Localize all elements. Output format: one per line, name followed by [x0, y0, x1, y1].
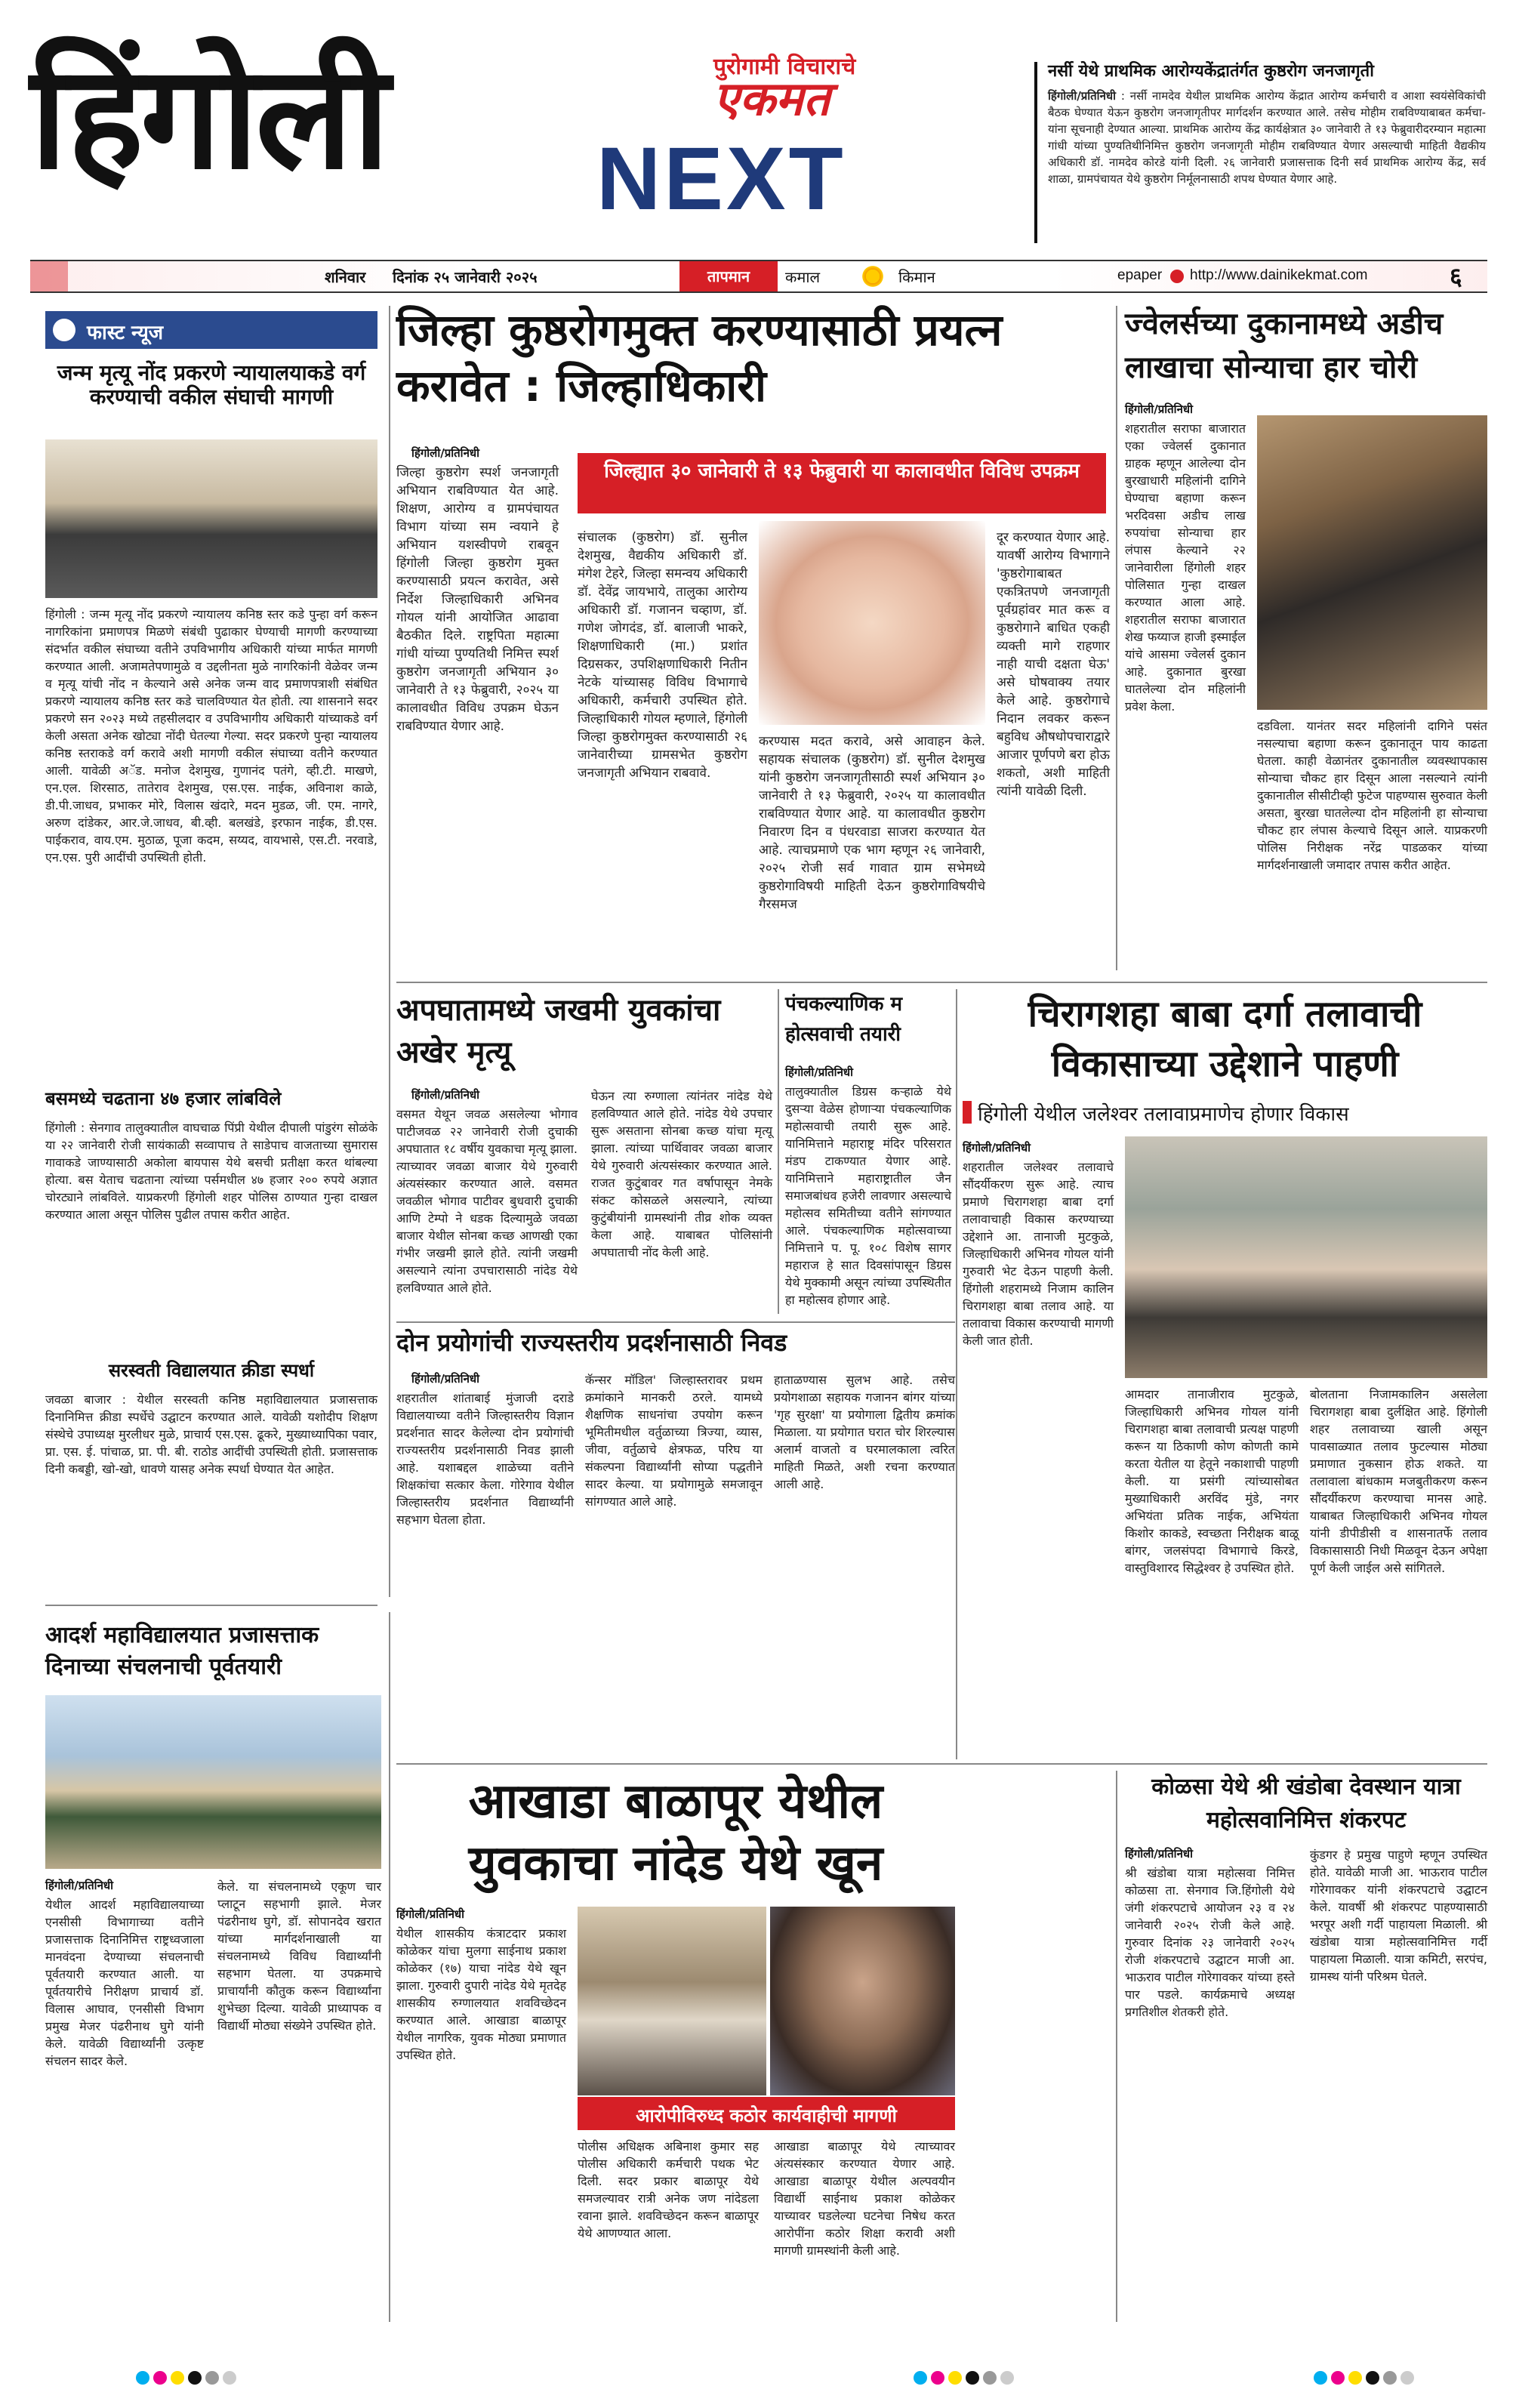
lead-col2: संचालक (कुष्ठरोग) डॉ. सुनील देशमुख, वैद्यकीय अधिकारी डॉ. मंगेश टेहरे, जिल्हा समन्वय अधिकारी डॉ. देवेंद्र जायभाये, तालुका आरोग्य अधिकारी डॉ. गजानन चव्हाण, डॉ. गणेश जोगदंड, डॉ. बालाजी भाकरे, शिक्षणाधिकारी (मा.) प्रशांत दिग्रसकर, उपशिक्षणाधिकारी नितीन नेटके यांच्यासह विविध विभागाचे अधिकारी, कर्मचारी उपस्थित होते. जिल्हाधिकारी गोयल म्हणाले, हिंगोली जिल्हा कुष्ठरोगमुक्त करण्यासाठी २६ जानेवारीच्या ग्रामसभेत कुष्ठरोग जनजागृती अभियान राबवावे.	[578, 530, 747, 781]
khandoba-col2: कुंडगर हे प्रमुख पाहुणे म्हणून उपस्थित होते. यावेळी माजी आ. भाऊराव पाटील गोरेगावकर यांनी शंकरपटाचे उद्घाटन केले. यावर्षी श्री शंकरपट पाहण्यासाठी भरपूर अशी गर्दी पाहायला मिळाली. श्री खंडोबा यात्रा महोत्सवानिमित्त गर्दी पाहायला मिळाली. यात्रा कमिटी, सरपंच, ग्रामस्थ यांनी परिश्रम घेतले.	[1310, 1848, 1487, 1984]
top-story	[1034, 62, 1487, 251]
website-link[interactable]: http://www.dainikekmat.com	[1190, 267, 1368, 283]
jewellers-col2: दडविला. यानंतर सदर महिलांनी दागिने पसंत नसल्याचा बहाणा करून दुकानातून पाय काढता घेतला. काही वेळानंतर दुकानातील व्यवस्थापकास सोन्याचा चौकट हार दिसून आला नसल्याने त्यांनी दुकानातील सीसीटीव्ही फुटेज पाहण्यास सुरुवात केली असता, बुरखा घातलेल्या दोन महिलांनी हा सोन्याचा चौकट हार लंपास केल्याचे दिसून आले. याप्रकरणी पोलिस निरीक्षक नरेंद्र पाडळकर यांच्या मार्गदर्शनाखाली जमादार तपास करीत आहेत.	[1257, 719, 1487, 872]
adarsh-photo	[45, 1695, 381, 1869]
column-divider	[1116, 306, 1117, 970]
exhibition-headline: दोन प्रयोगांची राज्यस्तरीय प्रदर्शनासाठी निवड	[396, 1328, 787, 1357]
murder-photo-2	[770, 1907, 955, 2095]
khandoba-headline: कोळसा येथे श्री खंडोबा देवस्थान यात्रा महोत्सवानिमित्त शंकरपट	[1151, 1774, 1461, 1833]
khandoba-col1: श्री खंडोबा यात्रा महोत्सवा निमित्त कोळसा ता. सेनगाव जि.हिंगोली येथे जंगी शंकरपटाचे आयोजन २३ व २४ जानेवारी २०२५ रोजी केले आहे. गुरुवार दिनांक २३ जानेवारी २०२५ रोजी शंकरपटाचे उद्घाटन माजी आ. भाऊराव पाटील गोरेगावकर यांच्या हस्ते पार पडले. कार्यक्रमाचे अध्यक्ष प्रगतिशील शेतकरी होते.	[1125, 1866, 1295, 2019]
exhibition-story	[396, 1329, 955, 1752]
jewellers-dateline: हिंगोली/प्रतिनिधी	[1125, 402, 1194, 416]
lead-callout-text: जिल्ह्यात ३० जानेवारी ते १३ फेब्रुवारी या कालावधीत विविध उपक्रम	[604, 460, 1080, 483]
exhibition-col2: कॅन्सर मॉडिल' जिल्हास्तरावर प्रथम क्रमांकाने मानकरी ठरले. यामध्ये शैक्षणिक साधनांचा उपयोग करून भूमितीमधील वर्तुळाच्या त्रिज्या, व्यास, जीवा, वर्तुळाचे क्षेत्रफळ, परिघ या संकल्पना विद्यार्थ्यांनी सोप्या पद्धतीने सादर केल्या. या प्रयोगामुळे समजावून सांगण्यात आले आहे.	[585, 1373, 763, 1509]
color-registration-marks-right	[1314, 2371, 1418, 2388]
chiragshah-col1: शहरातील जलेश्वर तलावाचे सौंदर्यीकरण सुरू आहे. त्याच प्रमाणे चिरागशहा बाबा दर्गा तलावाचाही विकास करण्याच्या उद्देशाने आ. तानाजी मुटकुळे, जिल्हाधिकारी अभिनव गोयल यांनी गुरुवारी भेट देऊन पाहणी केली. हिंगोली शहरामध्ये निजाम कालिन चिरागशहा बाबा तलाव आहे. या तलावाचा विकास करण्याची मागणी केली जात होती.	[963, 1160, 1114, 1348]
column-divider	[1116, 1771, 1117, 2322]
fast-news-s1-body: हिंगोली : जन्म मृत्यू नोंद प्रकरणे न्यायालय कनिष्ठ स्तर कडे पुन्हा वर्ग करून नागरिकांना प्रमाणपत्र मिळणे संबंधी पुढाकार घेण्याची मागणी करण्याच्या संदर्भात वकील संघाच्या वतीने उपविभागीय अधिकारी यांच्या मार्फत मागणी करण्यात आली. अजामतेपणामुळे व उद्दलीनता मुळे नागरिकांनी वेळेवर जन्म व मृत्यू यांची नोंद न केल्याने असे अनेक जन्म वाद प्रमाणपत्राशी संबंधित प्रकरणे न्यायालय कनिष्ठ स्तर कडे चालविण्यात येत होती. त्या शासनाने सदर प्रकरणे सन २०२३ मध्ये तहसीलदार व उपविभागीय अधिकारी यांच्याकडे वर्ग केली असता अनेक खोट्या नोंदी घेतल्या गेल्या. सदर प्रकरणे पुन्हा न्यायालय कनिष्ठ स्तराकडे वर्ग करावे अशी मागणी वकील संघाच्या वतीने करण्यात आली. यावेळी अॅड. मनोज देशमुख, गुणानंद पतंगे, व्ही.टी. माखणे, एन.एल. शिरसाठ, तातेराव देशमुख, एस.एस. नाईक, अविनाश काळे, डी.पी.जाधव, प्रभाकर मोरे, विलास खंदारे, मदन मुडळ, जी. एम. नागरे, अरुण दांडेकर, आर.जे.जाधव, बी.व्ही. बलखंडे, इरफान नाईक, डी.एस. पाईकराव, वाय.एम. मुठाळ, पूजा कदम, सय्यद, वायभासे, एस.टी. नरवाडे, एन.एस. पुरी आदींची उपस्थिती होती.	[45, 607, 377, 865]
top-story-body: हिंगोली/प्रतिनिधी : नर्सी नामदेव येथील प्राथमिक आरोग्य केंद्रात आरोग्य कर्मचारी व आशा स्वयंसेविकांची बैठक घेण्यात येऊन कुष्ठरोग जनजागृतीपर मार्गदर्शन करण्यात आले. तसेच मोहीम राबविण्याबाबत कर्मचा-यांना सूचनाही देण्यात आल्या. प्राथमिक आरोग्य केंद्र कार्यक्षेत्रात ३० जानेवारी ते १३ फेब्रुवारीदरम्यान महात्मा गांधी यांच्या पुण्यतिथीनिमित्त कुष्ठरोग जनजागृती मोहीम राबविण्यात येणार असल्याची माहिती वैद्यकीय अधिकारी डॉ. नामदेव कोरडे यांनी दिली. २६ जानेवारी प्रजासत्ताक दिनी सर्व प्राथमिक आरोग्य केंद्र, सर्व शाळा, ग्रामपंचायत येथे कुष्ठरोग निर्मूलनासाठी शपथ घेण्यात येणार आहे.	[1048, 89, 1487, 186]
lead-dateline: हिंगोली/प्रतिनिधी	[411, 446, 480, 460]
globe-icon	[1170, 270, 1184, 283]
exhibition-col3: हाताळण्यास सुलभ आहे. तसेच प्रयोगशाळा सहायक गजानन बांगर यांच्या 'गृह सुरक्षा' या प्रयोगाला द्वितीय क्रमांक मिळाला. या प्रयोगात घरात चोर शिरल्यास अलार्म वाजतो व घरमालकाला त्वरित माहिती मिळते, अशी रचना करण्यात आली आहे.	[774, 1373, 955, 1491]
murder-col3: आखाडा बाळापूर येथे त्याच्यावर अंत्यसंस्कार करण्यात येणार आहे. आखाडा बाळापूर येथील अल्पवयीन विद्यार्थी साईनाथ प्रकाश कोळेकर याच्यावर घडलेल्या घटनेचा निषेध करत आरोपींना कठोर शिक्षा करावी अशी मागणी ग्रामस्थांनी केली आहे.	[774, 2139, 955, 2258]
panchkalyanik-dateline: हिंगोली/प्रतिनिधी	[785, 1065, 854, 1079]
column-divider	[956, 989, 957, 1759]
fast-news-s1-headline: जन्म मृत्यू नोंद प्रकरणे न्यायालयाकडे वर्ग करण्याची वकील संघाची मागणी	[57, 360, 366, 410]
jewellers-headline: ज्वेलर्सच्या दुकानामध्ये अडीच लाखाचा सोन्याचा हार चोरी	[1125, 307, 1444, 385]
jewellers-col1: शहरातील सराफा बाजारात एका ज्वेलर्स दुकानात ग्राहक म्हणून आलेल्या दोन बुरखाधारी महिलांनी दागिने घेण्याचा बहाणा करून भरदिवसा अडीच लाख रुपयांचा सोन्याचा हार लंपास केल्याने २२ जानेवारीला हिंगोली शहर पोलिसात गुन्हा दाखल करण्यात आला आहे. शहरातील सराफा बाजारात शेख फय्याज हाजी इस्माईल यांचे आसमा ज्वेलर्स दुकान आहे. दुकानात बुरखा घातलेल्या दोन महिलांनी प्रवेश केला.	[1125, 421, 1246, 714]
adarsh-col2: केले. या संचलनामध्ये एकूण चार प्लाटून सहभागी झाले. मेजर पंढरीनाथ घुगे, डॉ. सोपानदेव खरात यांच्या मार्गदर्शनाखाली या संचलनामध्ये विविध विद्यार्थ्यांनी सहभाग घेतला. या उपक्रमाचे प्राचार्यांनी कौतुक करून विद्यार्थ्यांना शुभेच्छा दिल्या. यावेळी प्राध्यापक व विद्यार्थी मोठ्या संख्येने उपस्थित होते.	[217, 1879, 381, 2033]
fast-news-s3-body: जवळा बाजार : येथील सरस्वती कनिष्ठ महाविद्यालयात प्रजासत्ताक दिनानिमित्त क्रीडा स्पर्धेचे उद्घाटन करण्यात आले. यावेळी यशोदीप शिक्षण संस्थेचे उपाध्यक्ष मुरलीधर मुळे, प्राचार्य एस.एस. ढूकरे, मुख्याध्यापिका पवार, प्रा. एस. ई. पांचाळ, प्रा. पी. बी. राठोड आदींची उपस्थिती होती. प्रजासत्ताक दिनी कबड्डी, खो-खो, धावणे यासह अनेक स्पर्धा घेण्यात येत आहेत.	[45, 1392, 377, 1476]
adarsh-dateline: हिंगोली/प्रतिनिधी	[45, 1879, 114, 1892]
page-number: ६	[1450, 262, 1462, 291]
chiragshah-photo	[1125, 1136, 1487, 1378]
adarsh-headline: आदर्श महाविद्यालयात प्रजासत्ताक दिनाच्या संचलनाची पूर्वतयारी	[45, 1622, 319, 1680]
exhibition-dateline: हिंगोली/प्रतिनिधी	[411, 1372, 480, 1386]
fast-news-header	[45, 311, 377, 349]
chiragshah-col2: आमदार तानाजीराव मुटकुळे, जिल्हाधिकारी अभिनव गोयल यांनी चिरागशहा बाबा तलावाची प्रत्यक्ष पाहणी करून या ठिकाणी कोण कोणती कामे करता येतील या हेतूने नकाशाची पाहणी केली. या प्रसंगी त्यांच्यासोबत मुख्याधिकारी अरविंद मुंडे, नगर अभियंता प्रतिक नाईक, अभियंता किशोर काकडे, स्वच्छता निरीक्षक बाळू बांगर, जलसंपदा विभागाचे किरडे, वास्तुविशारद सिद्धेश्वर हे उपस्थित होते.	[1125, 1387, 1299, 1575]
color-registration-marks-center	[914, 2371, 1018, 2388]
lead-col1: जिल्हा कुष्ठरोग स्पर्श जनजागृती अभियान राबविण्यात येत आहे. शिक्षण, आरोग्य व ग्रामपंचायत विभाग यांच्या सम न्वयाने हे अभियान यशस्वीपणे राबवून हिंगोली जिल्हा कुष्ठरोग मुक्त करण्यासाठी प्रयत्न करावेत, असे निर्देश जिल्हाधिकारी अभिनव गोयल यांनी आयोजित आढावा बैठकीत दिले. राष्ट्रपिता महात्मा गांधी यांच्या पुण्यतिथी निमित्त स्पर्श कुष्ठरोग जनजागृती अभियान ३० जानेवारी ते १३ फेब्रुवारी, २०२५ या कालावधीत विविध उपक्रम घेऊन राबविण्यात येणार आहे.	[396, 465, 559, 734]
chiragshah-subhead-marker	[963, 1101, 972, 1124]
chiragshah-dateline: हिंगोली/प्रतिनिधी	[963, 1141, 1031, 1155]
murder-col2: पोलीस अधिक्षक अबिनाश कुमार सह पोलीस अधिकारी कर्मचारी पथक भेट दिली. सदर प्रकार बाळापूर येथे समजल्यावर रात्री अनेक जण नांदेडला रवाना झाले. शवविच्छेदन करून बाळापूर येथे आणण्यात आला.	[578, 2139, 759, 2240]
lead-col3: करण्यास मदत करावे, असे आवाहन केले. सहायक संचालक (कुष्ठरोग) डॉ. सुनील देशमुख यांनी कुष्ठरोग जनजागृतीसाठी स्पर्श अभियान ३० जानेवारी ते १३ फेब्रुवारी, २०२५ या कालावधीत राबविण्यात येणार आहे. या कालावधीत कुष्ठरोग निवारण दिन व पंधरवाडा साजरा करण्यात येत आहे. त्याचप्रमाणे एक भाग म्हणून २६ जानेवारी, २०२५ रोजी सर्व गावात ग्राम सभेमध्ये कुष्ठरोगाविषयी माहिती देऊन कुष्ठरोगाविषयीचे गैरसमज	[759, 734, 985, 912]
date-full: दिनांक २५ जानेवारी २०२५	[393, 268, 538, 286]
masthead	[30, 32, 997, 242]
murder-headline: आखाडा बाळापूर येथील युवकाचा नांदेड येथे खून	[468, 1774, 883, 1892]
murder-story	[396, 1771, 955, 2337]
fast-news-s3-headline: सरस्वती विद्यालयात क्रीडा स्पर्धा	[108, 1360, 315, 1381]
khandoba-story	[1125, 1771, 1487, 2337]
chiragshah-subhead: हिंगोली येथील जलेश्वर तलावाप्रमाणेच होणार विकास	[978, 1103, 1349, 1126]
fast-news-s2-body: हिंगोली : सेनगाव तालुक्यातील वाघचाळ पिंप्री येथील दीपाली पांडुरंग सोळंके या २२ जानेवारी रोजी सायंकाळी सव्वापाच ते साडेपाच वाजताच्या सुमारास गावाकडे जाण्यासाठी अकोला बायपास येथे बसची प्रतीक्षा करत थांबल्या होत्या. बस येताच चढताना त्यांच्या पर्समधील ४७ हजार २०० रुपये अज्ञात चोरट्याने लांबविले. याप्रकरणी हिंगोली शहर पोलिस ठाण्यात गुन्हा दाखल करण्यात आला असून पोलिस पुढील तपास करीत आहेत.	[45, 1121, 377, 1222]
panchkalyanik-story	[785, 989, 951, 1321]
accident-col1: वसमत येथून जवळ असलेल्या भोगाव पाटीजवळ २२ जानेवारी रोजी दुचाकी अपघातात १८ वर्षीय युवकाचा मृत्यू झाला. त्याच्यावर जवळा बाजार येथे गुरुवारी अंत्यसंस्कार करण्यात आले. वसमत जवळील भोगाव पाटीवर बुधवारी दुचाकी आणि टेम्पो ने धडक दिल्यामुळे जवळा बाजार येथील सोनबा कच्छ आणखी एका गंभीर जखमी झाले होते. त्यांनी जखमी असल्याने त्यांना उपचारासाठी नांदेड येथे हलविण्यात आले होते.	[396, 1107, 578, 1295]
temperature-max: कमाल	[785, 268, 821, 286]
fast-news-s2-headline: बसमध्ये चढताना ४७ हजार लांबविले	[45, 1088, 282, 1109]
masthead-tagline: पुरोगामी विचाराचे	[713, 54, 856, 80]
lead-headline: जिल्हा कुष्ठरोगमुक्त करण्यासाठी प्रयत्न करावेत : जिल्हाधिकारी	[396, 304, 1003, 412]
exhibition-col1: शहरातील शांताबाई मुंजाजी दराडे विद्यालयाच्या वतीने जिल्हास्तरीय विज्ञान प्रदर्शनात सादर केलेल्या दोन प्रयोगांची राज्यस्तरीय प्रदर्शनासाठी निवड झाली आहे. यशाबद्दल शाळेच्या वतीने शिक्षकांचा सत्कार केला. गोरेगाव येथील जिल्हास्तरीय प्रदर्शनात विद्यार्थ्यांनी सहभाग घेतला होता.	[396, 1391, 574, 1527]
fast-news-column	[45, 311, 377, 1610]
section-divider	[396, 982, 1487, 983]
lead-story	[396, 302, 1114, 982]
section-divider	[396, 1763, 1487, 1765]
section-divider	[45, 1605, 377, 1606]
accident-dateline: हिंगोली/प्रतिनिधी	[411, 1088, 480, 1102]
panchkalyanik-headline: पंचकल्याणिक म होत्सवाची तयारी	[785, 993, 903, 1046]
fast-news-s1-photo	[45, 439, 377, 598]
column-divider	[778, 989, 779, 1314]
masthead-title: हिंगोली	[30, 32, 387, 201]
murder-photo-1	[578, 1907, 766, 2095]
jewellers-photo	[1257, 415, 1487, 710]
panchkalyanik-body: तालुक्यातील डिग्रस कऱ्हाळे येथे दुसऱ्या वेळेस होणाऱ्या पंचकल्याणिक महोत्सवाची तयारी सुरू आहे. यानिमित्ताने महाराष्ट्र मंदिर परिसरात मंडप टाकण्यात येणार आहे. यानिमित्ताने महाराष्ट्रातील जैन समाजबांधव हजेरी लावणार असल्याचे महोत्सव समितीच्या वतीने सांगण्यात आले. पंचकल्याणिक महोत्सवाच्या निमित्ताने प. पू. १०८ विशेष सागर महाराज हे सात दिवसांपासून डिग्रस येथे मुक्कामी असून त्यांच्या उपस्थितीत हा महोत्सव होणार आहे.	[785, 1084, 951, 1307]
color-registration-marks-left	[136, 2371, 240, 2388]
murder-caption: आरोपीविरुध्द कठोर कार्यवाहीची मागणी	[636, 2105, 897, 2126]
chiragshah-headline: चिरागशहा बाबा दर्गा तलावाची विकासाच्या उद्देशाने पाहणी	[1028, 993, 1422, 1085]
khandoba-dateline: हिंगोली/प्रतिनिधी	[1125, 1847, 1194, 1861]
adarsh-col1: येथील आदर्श महाविद्यालयाच्या एनसीसी विभागाच्या वतीने प्रजासत्ताक दिनानिमित्त राष्ट्रध्वजाला मानवंदना देण्याच्या संचलनाची पूर्वतयारी करण्यात आली. या पूर्वतयारीचे निरीक्षण प्राचार्य डॉ. विलास आघाव, एनसीसी विभाग प्रमुख मेजर पंढरीनाथ घुगे यांनी केले. यावेळी विद्यार्थ्यांनी उत्कृष्ट संचलन सादर केले.	[45, 1898, 204, 2068]
top-story-headline: नर्सी येथे प्राथमिक आरोग्यकेंद्रातंर्गत कुष्ठरोग जनजागृती	[1048, 62, 1374, 81]
lead-col4: दूर करण्यात येणार आहे. यावर्षी आरोग्य विभागाने 'कुष्ठरोगाबाबत एकत्रितपणे जनजागृती पूर्वग्रहांवर मात करू व कुष्ठरोगाने बाधित एकही व्यक्ती मागे राहणार नाही याची दक्षता घेऊ' असे घोषवाक्य तयार केले आहे. कुष्ठरोगाचे निदान लवकर करून बहुविध औषधोपचाराद्वारे आजार पूर्णपणे बरा होऊ शकतो, अशी माहिती त्यांनी यावेळी दिली.	[997, 530, 1110, 799]
jewellers-story	[1125, 302, 1487, 982]
masthead-brand: एकमत	[713, 71, 830, 126]
top-story-dateline: हिंगोली/प्रतिनिधी	[1048, 89, 1117, 103]
temperature-min: किमान	[898, 268, 935, 286]
date-day: शनिवार	[325, 268, 366, 286]
accident-story	[396, 989, 774, 1321]
murder-col1: येथील शासकीय कंत्राटदार प्रकाश कोळेकर यांचा मुलगा साईनाथ प्रकाश कोळेकर (१७) याचा नांदेड येथे खून झाला. गुरुवारी दुपारी नांदेड येथे मृतदेह शासकीय रुग्णालयात शवविच्छेदन करण्यात आले. आखाडा बाळापूर येथील नागरिक, युवक मोठ्या प्रमाणात उपस्थित होते.	[396, 1926, 566, 2062]
chiragshah-story	[963, 989, 1487, 1759]
sun-icon	[861, 264, 885, 288]
accident-headline: अपघातामध्ये जखमी युवकांचा अखेर मृत्यू	[396, 993, 721, 1070]
section-divider	[396, 1321, 955, 1323]
top-story-text: नर्सी नामदेव येथील प्राथमिक आरोग्य केंद्रात आरोग्य कर्मचारी व आशा स्वयंसेविकांची बैठक घेण्यात येऊन कुष्ठरोग जनजागृतीपर मार्गदर्शन करण्यात आले. तसेच मोहीम राबविण्याबाबत कर्मचा-यांना सूचनाही देण्यात आल्या. प्राथमिक आरोग्य केंद्र कार्यक्षेत्रात ३० जानेवारी ते १३ फेब्रुवारीदरम्यान महात्मा गांधी यांच्या पुण्यतिथीनिमित्त कुष्ठरोग जनजागृती मोहीम राबविण्यात येणार असल्याची माहिती वैद्यकीय अधिकारी डॉ. नामदेव कोरडे यांनी दिली. २६ जानेवारी प्रजासत्ताक दिनी सर्व प्राथमिक आरोग्य केंद्र, सर्व शाळा, ग्रामपंचायत येथे कुष्ठरोग निर्मूलनासाठी शपथ घेण्यात येणार आहे.	[1048, 89, 1487, 186]
murder-caption-bar	[578, 2097, 955, 2130]
murder-dateline: हिंगोली/प्रतिनिधी	[396, 1907, 465, 1921]
accident-col2: घेऊन त्या रुग्णाला त्यांनंतर नांदेड येथे हलविण्यात आले होते. नांदेड येथे उपचार सुरू असताना सोनबा कच्छ यांचा मृत्यू झाला. त्यांच्या पार्थिवावर जवळा बाजार येथे गुरुवारी अंत्यसंस्कार करण्यात आले. राजत कुटुंबावर गत वर्षापासून नेमके संकट कोसळले असल्याने, त्यांच्या कुटुंबीयांनी ग्रामस्थांनी तीव्र शोक व्यक्त केला आहे. याबाबत पोलिसांनी अपघाताची नोंद केली आहे.	[591, 1089, 772, 1259]
chiragshah-col3: बोलताना निजामकालिन असलेला चिरागशहा बाबा दुर्लक्षित आहे. हिंगोली शहर तलावाच्या खाली असून पावसाळ्यात तलाव फुटल्यास मोठ्या प्रमाणात नुकसान होऊ शकते. या तलावाला बांधकाम मजबुतीकरण करून सौंदर्यीकरण करण्याचा मानस आहे. याबाबत जिल्हाधिकारी अभिनव गोयल यांनी डीपीडीसी व शासनातर्फे तलाव विकासासाठी निधी मिळवून देऊन अपेक्षा पूर्ण केली जाईल असे सांगितले.	[1310, 1387, 1487, 1575]
lead-callout	[578, 453, 1106, 513]
column-divider	[389, 306, 390, 1597]
adarsh-story	[45, 1612, 381, 2337]
dateline-bar	[30, 260, 1487, 293]
fast-news-title: फास्ट न्यूज	[87, 322, 164, 344]
column-divider	[389, 1612, 390, 2322]
lead-photo	[759, 521, 985, 725]
masthead-next: NEXT	[596, 129, 846, 229]
fast-news-icon	[53, 319, 75, 341]
epaper-label: epaper	[1117, 267, 1163, 283]
temperature-label: तापमान	[679, 261, 778, 291]
